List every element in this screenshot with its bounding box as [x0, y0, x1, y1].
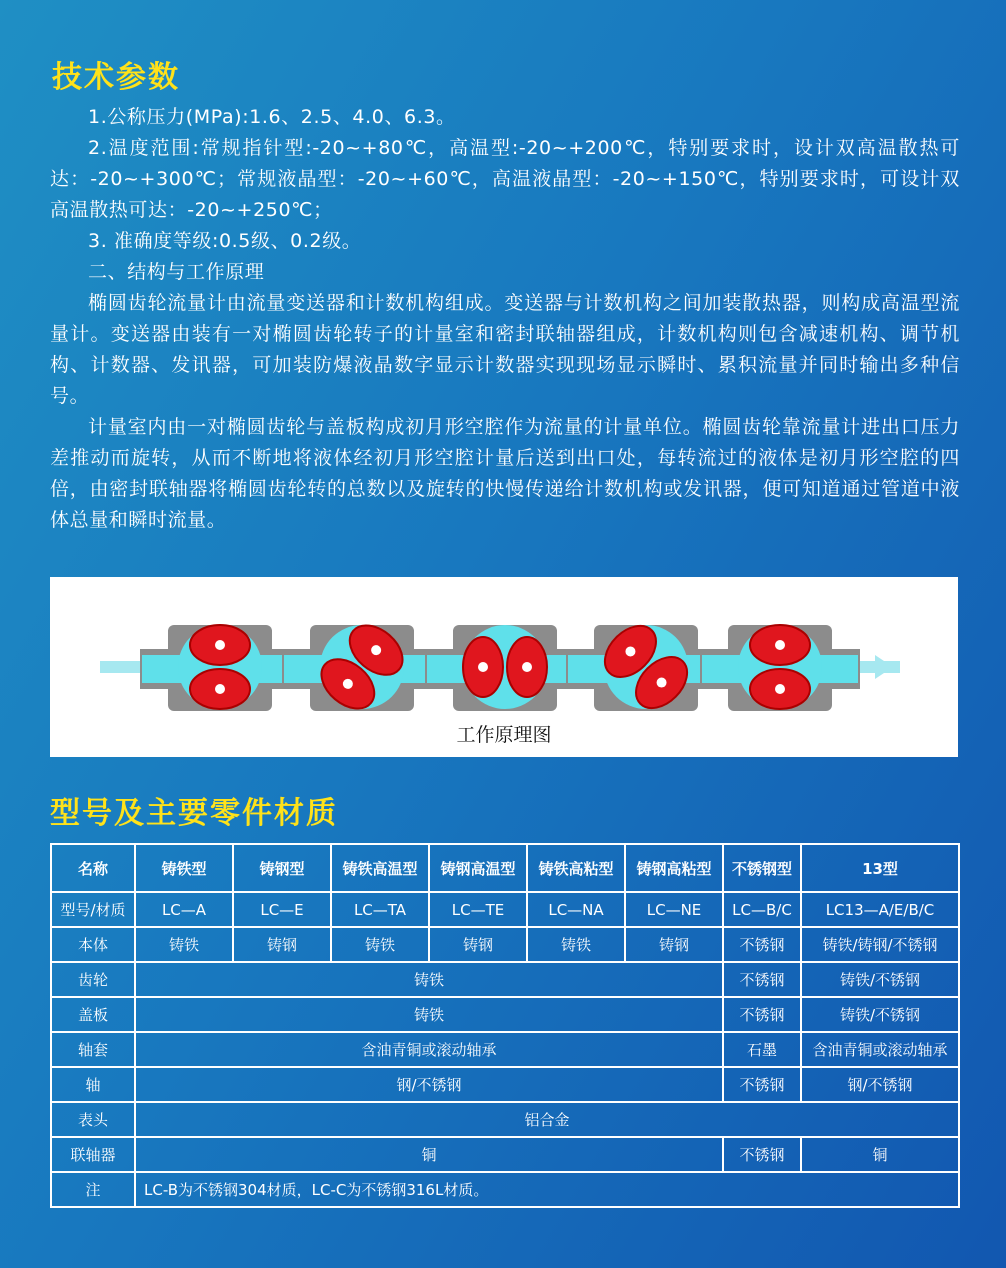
gear-stages-illustration — [50, 577, 958, 717]
table-row-bushing — [51, 1032, 959, 1067]
table-row-coupling — [51, 1137, 959, 1172]
header-cell: 铸钢型 — [233, 844, 331, 892]
table-cell: 铜 — [801, 1137, 959, 1172]
gear-hub-top — [522, 662, 532, 672]
table-cell: 钢/不锈钢 — [135, 1067, 723, 1102]
row-label: 注 — [51, 1172, 135, 1207]
table-cell: 不锈钢 — [723, 962, 801, 997]
paragraph-structure: 椭圆齿轮流量计由流量变送器和计数机构组成。变送器与计数机构之间加装散热器，则构成高温型流量计。变送器由装有一对椭圆齿轮转子的计量室和密封联轴器组成，计数机构则包含减速机构、调节机构、计数器、发讯器，可加装防爆液晶数字显示计数器实现现场显示瞬时、累积流量并同时输出多种信号。 — [50, 292, 960, 407]
table-cell: LC—TE — [429, 892, 527, 927]
row-label: 齿轮 — [51, 962, 135, 997]
section-heading-technical-params: 技术参数 — [52, 60, 180, 95]
table-cell: 铸铁 — [135, 997, 723, 1032]
table-cell: 铸钢 — [625, 927, 723, 962]
table-cell: 铸铁/不锈钢 — [801, 997, 959, 1032]
header-cell: 铸钢高温型 — [429, 844, 527, 892]
gear-hub-top — [775, 640, 785, 650]
gear-hub-bottom — [775, 684, 785, 694]
table-cell: 铜 — [135, 1137, 723, 1172]
header-cell: 13型 — [801, 844, 959, 892]
table-row-head — [51, 1102, 959, 1137]
materials-table — [50, 843, 960, 1208]
table-row-shaft — [51, 1067, 959, 1102]
row-label: 盖板 — [51, 997, 135, 1032]
row-label: 型号/材质 — [51, 892, 135, 927]
header-cell: 不锈钢型 — [723, 844, 801, 892]
param-temperature: 2.温度范围:常规指针型:-20~+80℃，高温型:-20~+200℃，特别要求时，设计双高温散热可达：-20~+300℃；常规液晶型：-20~+60℃，高温液晶型：-20~+150℃，特别要求时，可设计双高温散热可达：-20~+250℃； — [50, 137, 960, 221]
table-row-cover — [51, 997, 959, 1032]
row-label: 联轴器 — [51, 1137, 135, 1172]
table-cell: 铸铁 — [527, 927, 625, 962]
row-label: 轴套 — [51, 1032, 135, 1067]
meter-stage — [425, 625, 585, 711]
table-cell: LC—B/C — [723, 892, 801, 927]
table-cell: 铸铁 — [135, 962, 723, 997]
table-row-note — [51, 1172, 959, 1207]
technical-text — [50, 102, 960, 536]
table-cell: LC—NA — [527, 892, 625, 927]
table-cell: 不锈钢 — [723, 997, 801, 1032]
table-cell: 石墨 — [723, 1032, 801, 1067]
table-header-row — [51, 844, 959, 892]
note-cell: LC-B为不锈钢304材质，LC-C为不锈钢316L材质。 — [135, 1172, 959, 1207]
table-cell: 含油青铜或滚动轴承 — [801, 1032, 959, 1067]
header-cell: 铸铁型 — [135, 844, 233, 892]
table-cell: LC—NE — [625, 892, 723, 927]
table-cell: 铸铁/不锈钢 — [801, 962, 959, 997]
meter-stage — [282, 616, 442, 717]
table-cell: 不锈钢 — [723, 1067, 801, 1102]
table-cell: 铸铁 — [135, 927, 233, 962]
meter-stage — [700, 625, 860, 711]
gear-hub-bottom — [215, 684, 225, 694]
header-cell: 名称 — [51, 844, 135, 892]
flow-arrow-head — [875, 655, 893, 679]
row-label: 本体 — [51, 927, 135, 962]
header-cell: 铸铁高温型 — [331, 844, 429, 892]
table-cell: LC13—A/E/B/C — [801, 892, 959, 927]
gear-hub-top — [215, 640, 225, 650]
row-label: 轴 — [51, 1067, 135, 1102]
meter-stage — [140, 625, 300, 711]
working-principle-diagram — [50, 577, 958, 757]
header-cell: 铸钢高粘型 — [625, 844, 723, 892]
table-cell: 铸钢 — [233, 927, 331, 962]
section-heading-models: 型号及主要零件材质 — [50, 796, 338, 831]
param-accuracy: 3. 准确度等级:0.5级、0.2级。 — [88, 230, 362, 252]
header-cell: 铸铁高粘型 — [527, 844, 625, 892]
table-cell: LC—E — [233, 892, 331, 927]
gear-stages — [140, 616, 860, 717]
gear-hub-bottom — [478, 662, 488, 672]
table-cell: 铸钢 — [429, 927, 527, 962]
table-cell: 不锈钢 — [723, 1137, 801, 1172]
flow-arrow-shaft — [100, 661, 140, 673]
param-pressure: 1.公称压力(MPa):1.6、2.5、4.0、6.3。 — [88, 106, 456, 128]
diagram-caption: 工作原理图 — [456, 724, 552, 746]
table-cell: LC—A — [135, 892, 233, 927]
table-cell: 铸铁 — [331, 927, 429, 962]
table-row-body — [51, 927, 959, 962]
subheading-structure: 二、结构与工作原理 — [88, 261, 265, 283]
paragraph-principle: 计量室内由一对椭圆齿轮与盖板构成初月形空腔作为流量的计量单位。椭圆齿轮靠流量计进出口压力差推动而旋转，从而不断地将液体经初月形空腔计量后送到出口处，每转流过的液体是初月形空腔的四倍，由密封联轴器将椭圆齿轮转的总数以及旋转的快慢传递给计数机构或发讯器，便可知道通过管道中液体总量和瞬时流量。 — [50, 416, 960, 531]
table-cell: 铝合金 — [135, 1102, 959, 1137]
table-cell: 铸铁/铸钢/不锈钢 — [801, 927, 959, 962]
table-cell: 含油青铜或滚动轴承 — [135, 1032, 723, 1067]
table-cell: 钢/不锈钢 — [801, 1067, 959, 1102]
table-row-model — [51, 892, 959, 927]
row-label: 表头 — [51, 1102, 135, 1137]
table-cell: LC—TA — [331, 892, 429, 927]
table-row-gear — [51, 962, 959, 997]
table-cell: 不锈钢 — [723, 927, 801, 962]
